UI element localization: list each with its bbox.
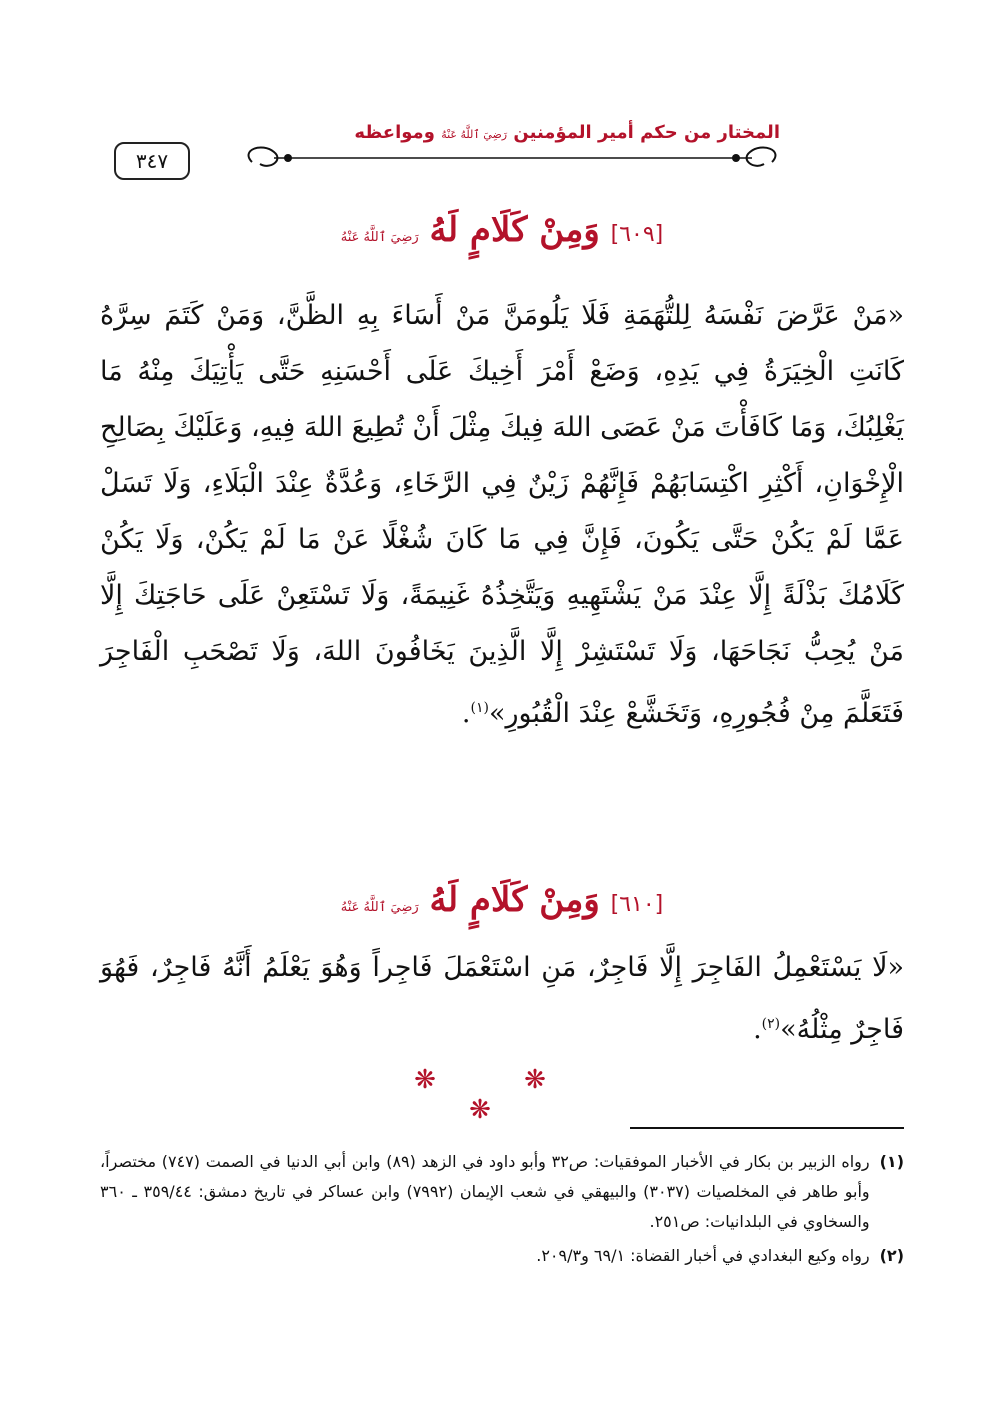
footnote-2 (100, 1241, 904, 1271)
footnote-ref-2[interactable]: (٢) (761, 1016, 781, 1032)
section-tail: . (461, 698, 471, 729)
section-heading-609 (100, 210, 904, 250)
section-title: وَمِنْ كَلَامٍ لَهُ (429, 210, 600, 250)
header-honorific: رَضِيَ ٱللَّهُ عَنْهُ (441, 128, 508, 141)
section-honorific: رَضِيَ ٱللَّهُ عَنْهُ (340, 230, 419, 245)
header-title-text: المختار من حكم أمير المؤمنين (513, 122, 780, 143)
footnote-marker: (١) (879, 1152, 904, 1171)
section-body-609 (100, 288, 904, 742)
separator-stars: ❋ ❋ ❋ (414, 1065, 586, 1125)
footnote-marker: (٢) (879, 1246, 904, 1265)
section-number: [٦٠٩] (610, 222, 664, 247)
header-title-end: ومواعظه (354, 122, 435, 143)
footnote-ref-1[interactable]: (١) (470, 700, 489, 716)
section-title: وَمِنْ كَلَامٍ لَهُ (429, 880, 600, 920)
footnote-text: رواه الزبير بن بكار في الأخبار الموفقيات: ص٣٢ وأبو داود في الزهد (٨٩) وابن أبي الدنيا في الصمت (٧٤٧) مختصراً، وأبو طاهر في المخلصيات (٣٠٣٧) والبيهقي في شعب الإيمان (٧٩٩٢) وابن عساكر في تاريخ دمشق: ٣٥٩/٤٤ ـ ٣٦٠ والسخاوي في البلدانيات: ص٢٥١. (100, 1152, 870, 1231)
section-body-610 (100, 940, 904, 1058)
footnote-text: رواه وكيع البغدادي في أخبار القضاة: ٦٩/١ و٢٠٩/٣. (536, 1246, 870, 1265)
running-header-title (354, 122, 780, 143)
section-tail: . (753, 1014, 762, 1045)
section-heading-610 (100, 880, 904, 920)
page-header (100, 112, 900, 182)
section-number: [٦١٠] (610, 892, 664, 917)
footnote-divider (630, 1127, 904, 1129)
footnote-1 (100, 1147, 904, 1237)
section-text: «لَا يَسْتَعْمِلُ الفَاجِرَ إِلَّا فَاجِرٌ، مَنِ اسْتَعْمَلَ فَاجِراً وَهُوَ يَعْلَمُ أَنَّهُ فَاجِرٌ، فَهُوَ فَاجِرٌ مِثْلُهُ» (100, 952, 904, 1045)
section-text: «مَنْ عَرَّضَ نَفْسَهُ لِلتُّهَمَةِ فَلَا يَلُومَنَّ مَنْ أَسَاءَ بِهِ الظَّنَّ، وَمَنْ كَتَمَ سِرَّهُ كَانَتِ الْخِيَرَةُ فِي يَدِهِ، وَضَعْ أَمْرَ أَخِيكَ عَلَى أَحْسَنِهِ حَتَّى يَأْتِيَكَ مِنْهُ مَا يَغْلِبُكَ، وَمَا كَافَأْتَ مَنْ عَصَى اللهَ فِيكَ مِثْلَ أَنْ تُطِيعَ اللهَ فِيهِ، وَعَلَيْكَ بِصَالِحِ الْإِخْوَانِ، أَكْثِرِ اكْتِسَابَهُمْ فَإِنَّهُمْ زَيْنٌ فِي الرَّخَاءِ، وَعُدَّةٌ عِنْدَ الْبَلَاءِ، وَلَا تَسَلْ عَمَّا لَمْ يَكُنْ حَتَّى يَكُونَ، فَإِنَّ فِي مَا كَانَ شُغْلًا عَنْ مَا لَمْ يَكُنْ، وَلَا يَكُنْ كَلَامُكَ بَذْلَةً إِلَّا عِنْدَ مَنْ يَشْتَهِيهِ وَيَتَّخِذُهُ غَنِيمَةً، وَلَا تَسْتَعِنْ عَلَى حَاجَتِكَ إِلَّا مَنْ يُحِبُّ نَجَاحَهَا، وَلَا تَسْتَشِرْ إِلَّا الَّذِينَ يَخَافُونَ اللهَ، وَلَا تَصْحَبِ الْفَاجِرَ فَتَعَلَّمَ مِنْ فُجُورِهِ، وَتَخَشَّعْ عِنْدَ الْقُبُورِ» (100, 300, 904, 729)
footnotes (100, 1147, 904, 1275)
section-honorific: رَضِيَ ٱللَّهُ عَنْهُ (340, 900, 419, 915)
page-number: ٣٤٧ (114, 142, 190, 180)
